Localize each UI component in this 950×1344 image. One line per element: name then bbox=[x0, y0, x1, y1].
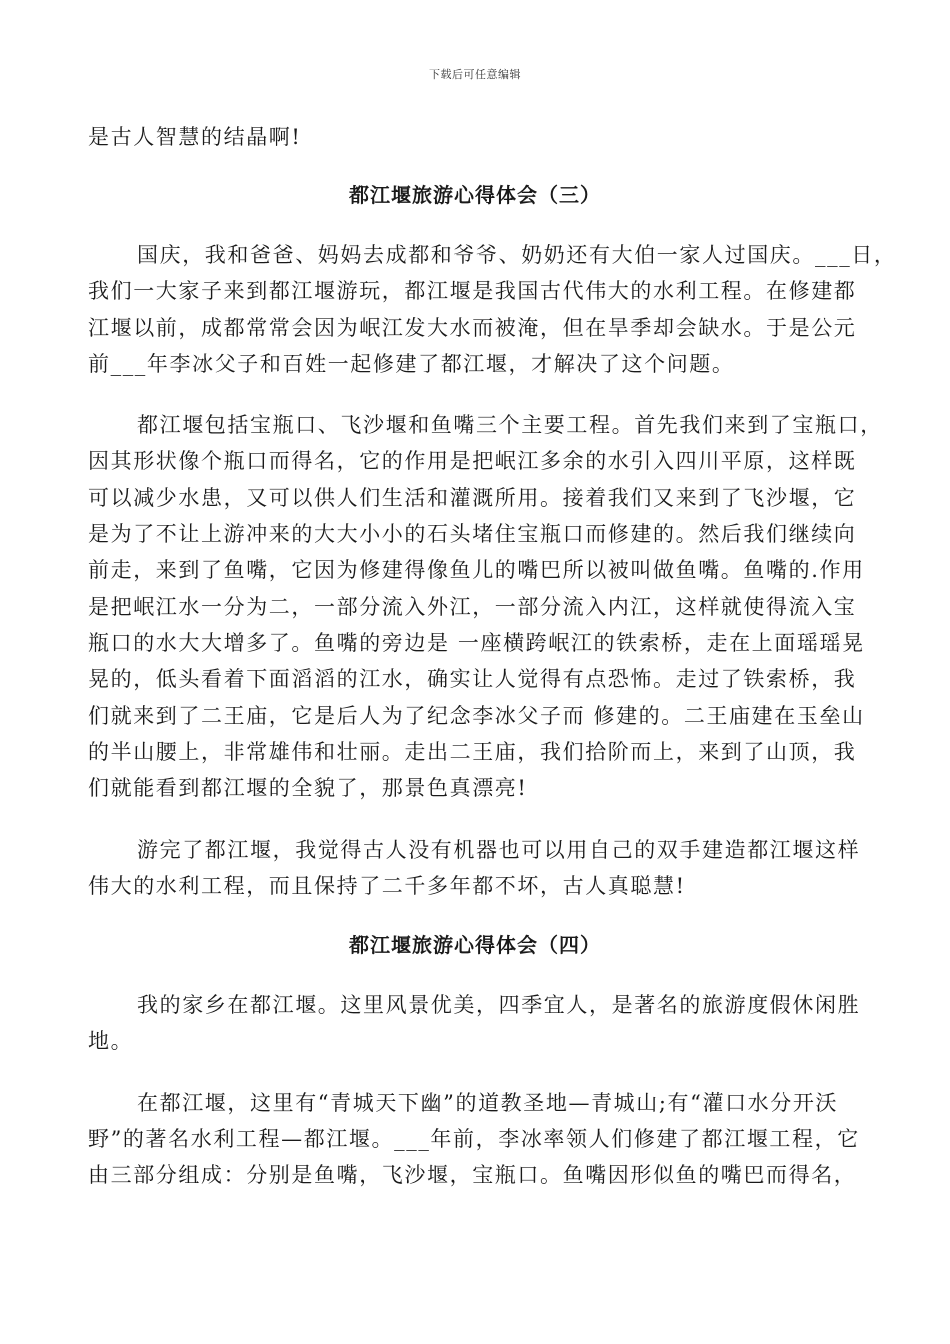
text-line: 野”的著名水利工程—都江堰。___年前，李冰率领人们修建了都江堰工程，它 bbox=[88, 1127, 860, 1151]
section-heading-3: 都江堰旅游心得体会（三） bbox=[349, 183, 601, 207]
section-heading-4: 都江堰旅游心得体会（四） bbox=[349, 933, 601, 957]
text-line: 是为了不让上游冲来的大大小小的石头堵住宝瓶口而修建的。然后我们继续向 bbox=[88, 522, 857, 546]
text-line: 都江堰包括宝瓶口、飞沙堰和鱼嘴三个主要工程。首先我们来到了宝瓶口， bbox=[137, 413, 883, 437]
text-line: 江堰以前，成都常常会因为岷江发大水而被淹，但在旱季却会缺水。于是公元 bbox=[88, 316, 857, 340]
text-line: 瓶口的水大大增多了。鱼嘴的旁边是 一座横跨岷江的铁索桥，走在上面瑶瑶晃 bbox=[88, 631, 865, 655]
text-line: 是古人智慧的结晶啊! bbox=[88, 125, 302, 149]
text-line: 伟大的水利工程，而且保持了二千多年都不坏，古人真聪慧! bbox=[88, 874, 686, 898]
text-line: 我们一大家子来到都江堰游玩，都江堰是我国古代伟大的水利工程。在修建都 bbox=[88, 279, 857, 303]
text-line: 们就来到了二王庙，它是后人为了纪念李冰父子而 修建的。二王庙建在玉垒山 bbox=[88, 704, 865, 728]
text-line: 游完了都江堰，我觉得古人没有机器也可以用自己的双手建造都江堰这样 bbox=[137, 838, 861, 862]
text-line: 的半山腰上，非常雄伟和壮丽。走出二王庙，我们拾阶而上，来到了山顶，我 bbox=[88, 740, 857, 764]
text-line: 地。 bbox=[88, 1029, 134, 1053]
text-line: 前走，来到了鱼嘴，它因为修建得像鱼儿的嘴巴所以被叫做鱼嘴。鱼嘴的.作用 bbox=[88, 558, 865, 582]
page-header-note: 下载后可任意编辑 bbox=[429, 68, 521, 81]
text-line: 因其形状像个瓶口而得名，它的作用是把岷江多余的水引入四川平原，这样既 bbox=[88, 449, 857, 473]
text-line: 国庆，我和爸爸、妈妈去成都和爷爷、奶奶还有大伯一家人过国庆。___日， bbox=[137, 243, 897, 267]
text-line: 们就能看到都江堰的全貌了，那景色真漂亮! bbox=[88, 776, 528, 800]
text-line: 是把岷江水一分为二，一部分流入外江，一部分流入内江，这样就使得流入宝 bbox=[88, 595, 857, 619]
text-line: 前___年李冰父子和百姓一起修建了都江堰，才解决了这个问题。 bbox=[88, 352, 735, 376]
text-line: 由三部分组成：分别是鱼嘴，飞沙堰，宝瓶口。鱼嘴因形似鱼的嘴巴而得名， bbox=[88, 1163, 857, 1187]
text-line: 晃的，低头看着下面滔滔的江水，确实让人觉得有点恐怖。走过了铁索桥，我 bbox=[88, 667, 857, 691]
text-line: 可以减少水患，又可以供人们生活和灌溉所用。接着我们又来到了飞沙堰，它 bbox=[88, 486, 857, 510]
text-line: 在都江堰，这里有“青城天下幽”的道教圣地—青城山;有“灌口水分开沃 bbox=[137, 1091, 839, 1115]
text-line: 我的家乡在都江堰。这里风景优美，四季宜人，是著名的旅游度假休闲胜 bbox=[137, 993, 861, 1017]
